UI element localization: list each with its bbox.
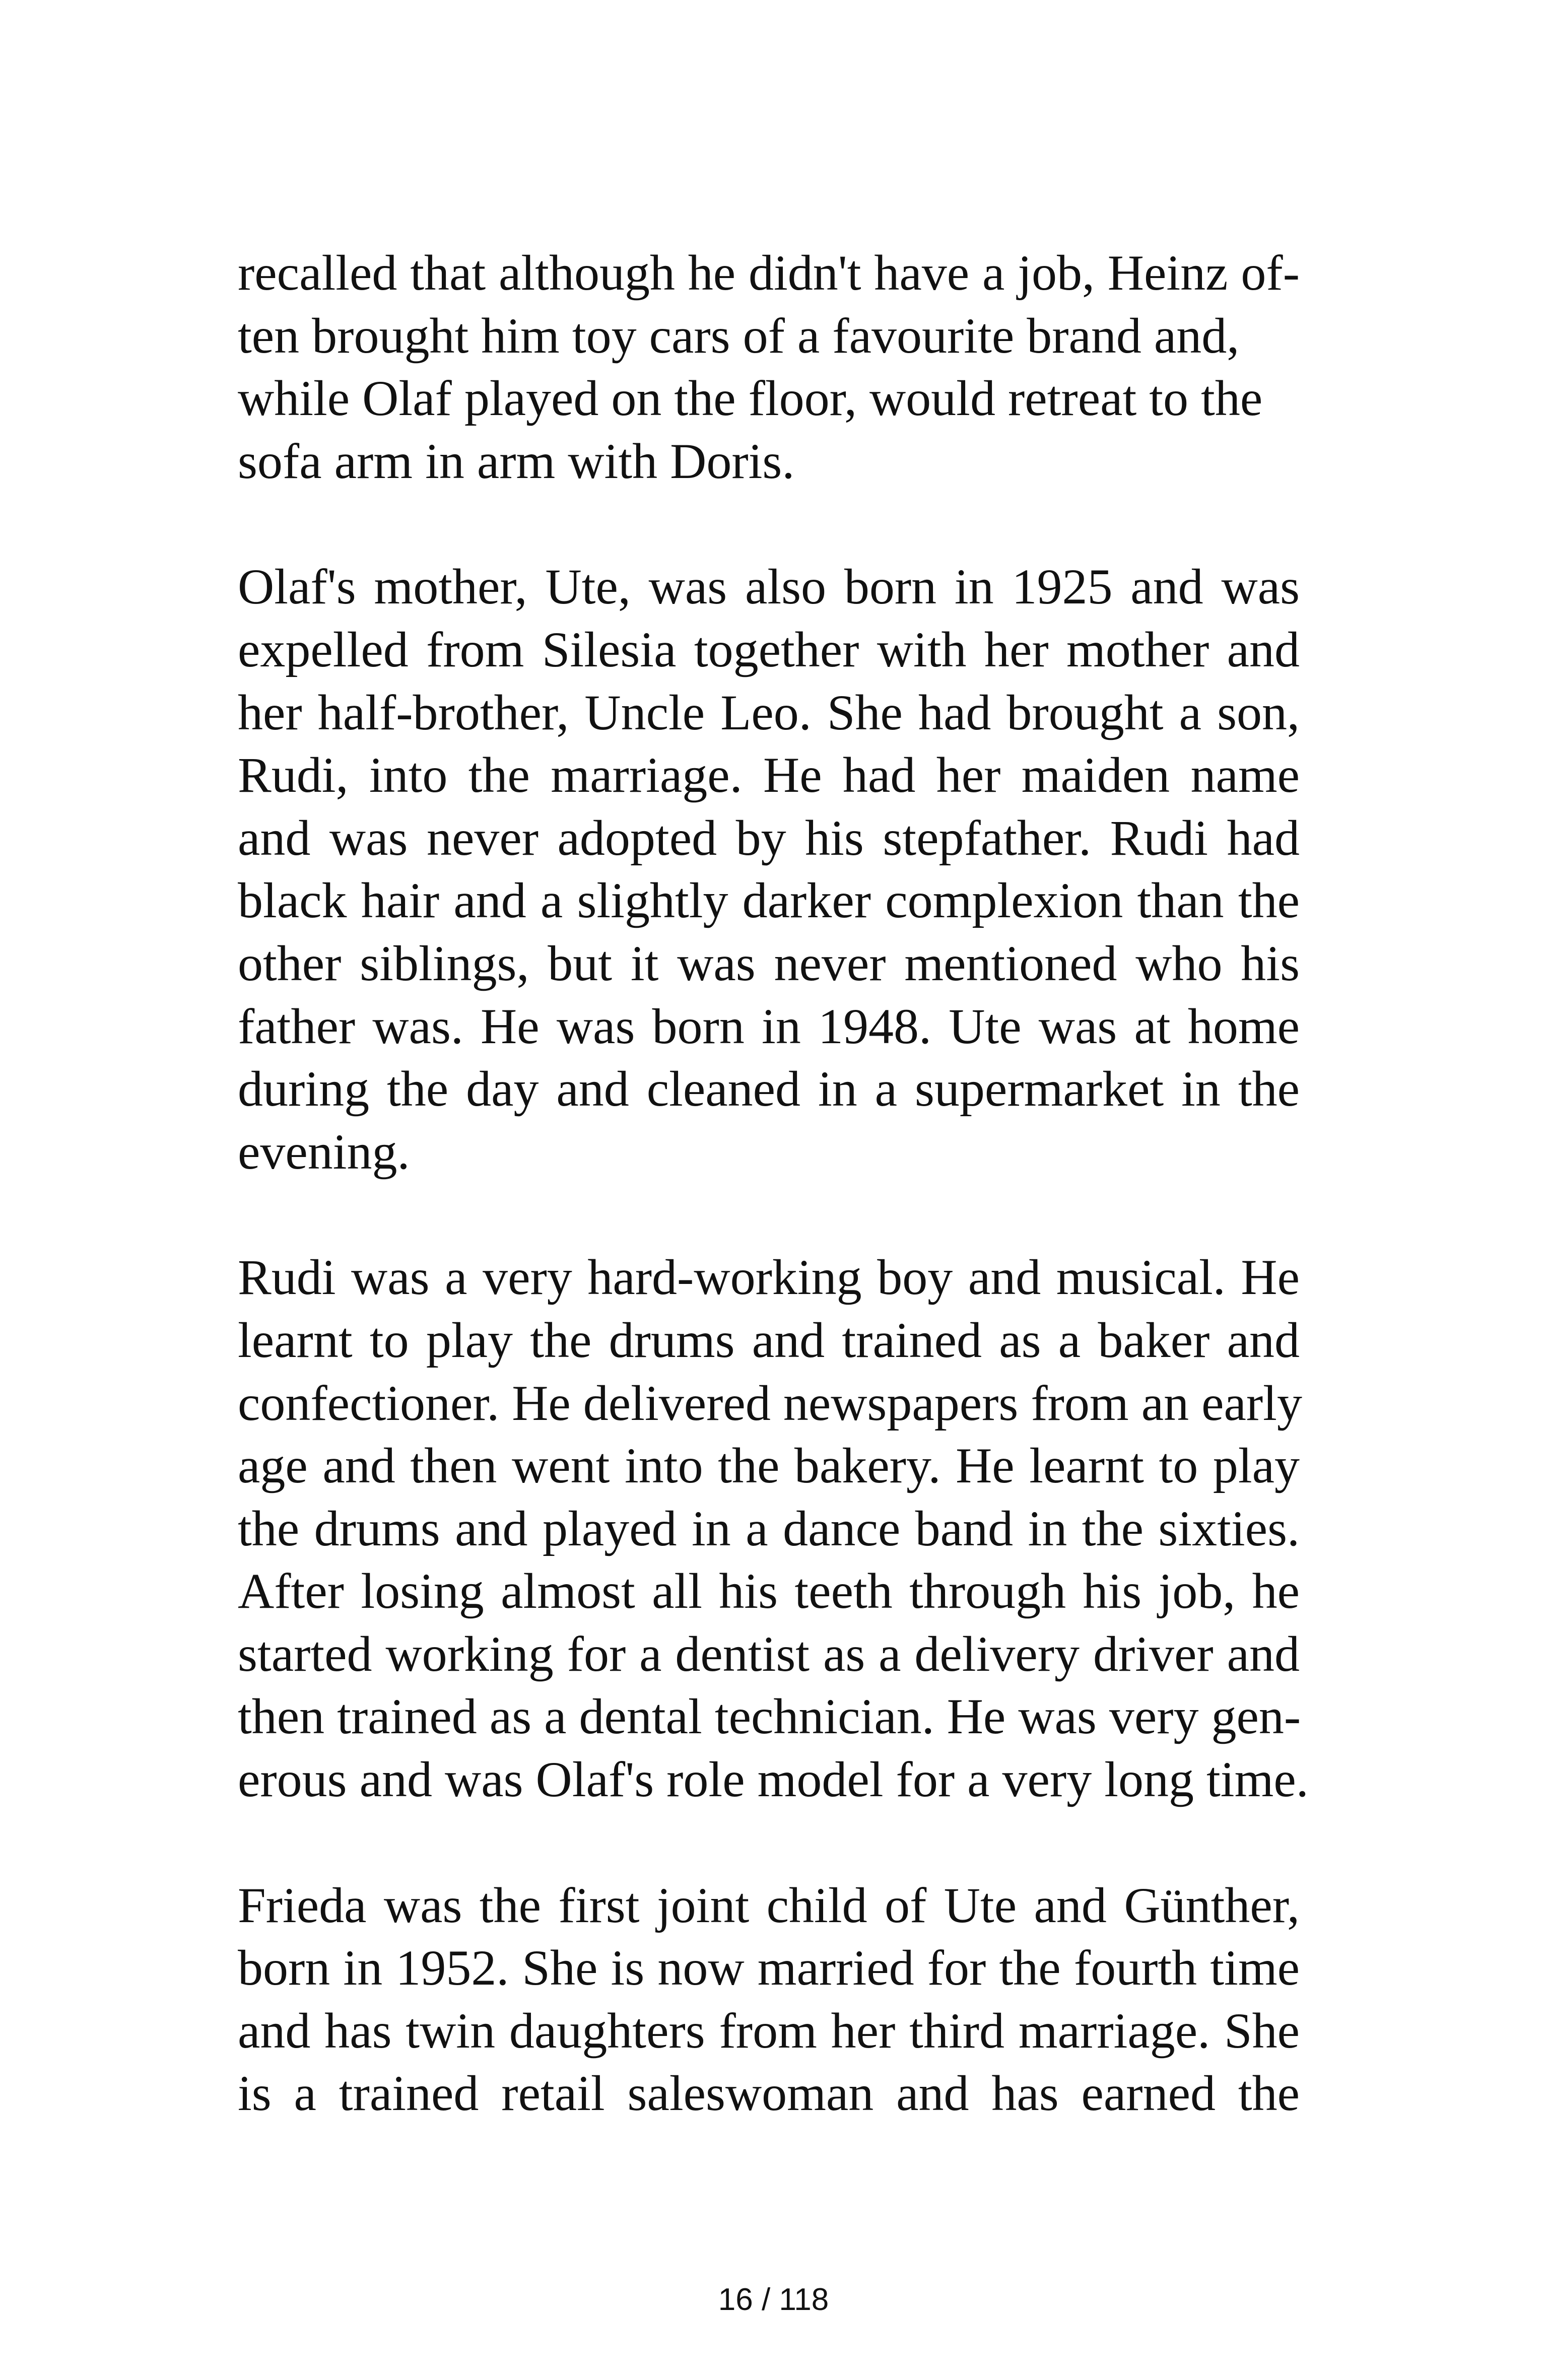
- text-line: evening.: [238, 1123, 410, 1180]
- text-line: age and then went into the bakery. He learnt to play: [238, 1438, 1300, 1494]
- text-line: confectioner. He delivered newspapers from an early: [238, 1375, 1302, 1431]
- text-line: learnt to play the drums and trained as a baker and: [238, 1312, 1300, 1368]
- text-line: and was never adopted by his stepfather. Rudi had: [238, 809, 1300, 866]
- text-line: erous and was Olaf's role model for a very long time.: [238, 1751, 1309, 1808]
- text-line: Rudi was a very hard-working boy and musical. He: [238, 1249, 1300, 1306]
- text-line: born in 1952. She is now married for the fourth time: [238, 1940, 1300, 1996]
- text-line: then trained as a dental technician. He was very gen-: [238, 1688, 1301, 1745]
- text-line: sofa arm in arm with Doris.: [238, 433, 795, 489]
- text-line: is a trained retail saleswoman and has earned the: [238, 2065, 1300, 2122]
- text-line: while Olaf played on the floor, would retreat to the: [238, 370, 1263, 427]
- text-line: during the day and cleaned in a supermarket in the: [238, 1061, 1300, 1117]
- text-line: and has twin daughters from her third marriage. She: [238, 2002, 1300, 2059]
- text-line: Olaf's mother, Ute, was also born in 1925 and was: [238, 559, 1300, 615]
- text-line: recalled that although he didn't have a job, Heinz of-: [238, 245, 1300, 301]
- text-line: other siblings, but it was never mentioned who his: [238, 935, 1300, 991]
- text-line: Frieda was the first joint child of Ute and Günther,: [238, 1877, 1300, 1933]
- text-line: father was. He was born in 1948. Ute was at home: [238, 998, 1300, 1054]
- text-line: expelled from Silesia together with her mother and: [238, 621, 1300, 677]
- text-line: the drums and played in a dance band in the sixties.: [238, 1500, 1300, 1556]
- text-line: ten brought him toy cars of a favourite brand and,: [238, 307, 1240, 364]
- page-number: 16 / 118: [718, 2282, 829, 2317]
- text-line: Rudi, into the marriage. He had her maiden name: [238, 747, 1300, 803]
- text-line: black hair and a slightly darker complexion than the: [238, 872, 1300, 929]
- paragraph-2: [238, 556, 1300, 1183]
- text-line: started working for a dentist as a delivery driver and: [238, 1625, 1300, 1682]
- paragraph-1: [238, 242, 1300, 493]
- text-line: After losing almost all his teeth through his job, he: [238, 1563, 1300, 1619]
- paragraph-4: [238, 1874, 1300, 2125]
- text-line: her half-brother, Uncle Leo. She had brought a son,: [238, 684, 1300, 740]
- body-text: [238, 242, 1309, 2125]
- paragraph-3: [238, 1246, 1309, 1811]
